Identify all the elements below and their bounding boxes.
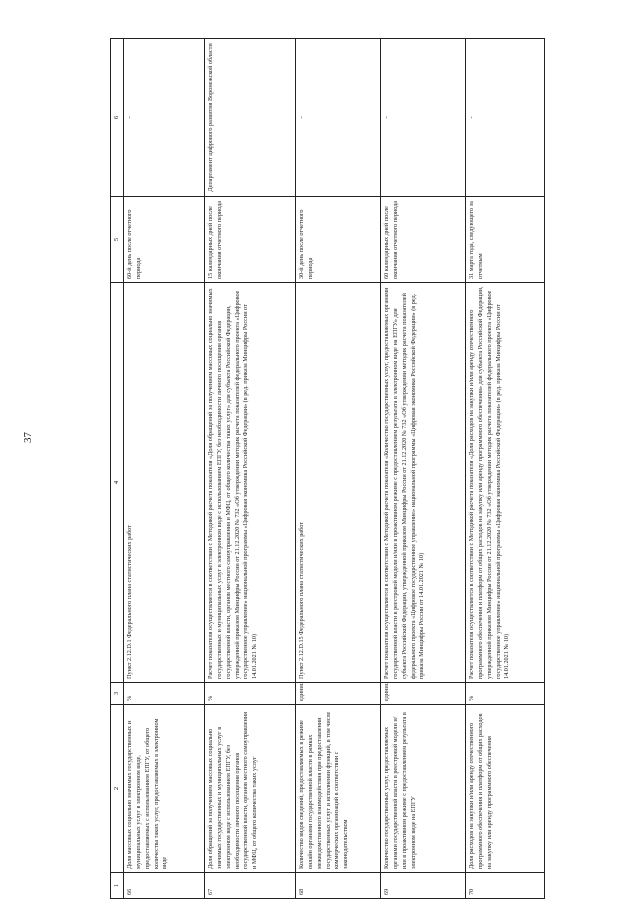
column-header: 1 [111, 873, 124, 899]
header-row [111, 39, 124, 899]
calculation-method: Пункт 2.12.D.1 Федерального плана статистических работ [123, 283, 204, 683]
row-number: 70 [465, 873, 544, 899]
reporting-period: 31 марта года, следующего за отчетным [465, 197, 544, 283]
indicator-name: Доля расходов на закупки и/или аренду отечественного программного обеспечения и платформ от общих расходов на закупку или аренду программного обеспечения [465, 705, 544, 873]
column-header: 4 [111, 283, 124, 683]
indicator-name: Количество государственных услуг, предоставляемых органами государственной власти в реестровой модели и/или в проактивном режиме с предоставлением результата в электронном виде на ЕПГУ [380, 705, 465, 873]
rotated-table-container [110, 39, 530, 899]
table-row [204, 39, 295, 899]
column-header: 2 [111, 705, 124, 873]
row-number: 69 [380, 873, 465, 899]
responsible: - [123, 39, 204, 197]
table-row [295, 39, 380, 899]
calculation-method: Расчет показателя осуществляется в соответствии с Методикой расчета показателя «Доля расходов на закупки и/или аренду отечественного программного обеспечения и платформ от общих расходов на закупку или аренду программного обеспечения» для субъекта Российской Федерации, утвержденной приказом Минцифры России от 21.12.2020 № 732 «Об утверждении методик расчета показателей федерального проекта «Цифровое государственное управление» национальной программы «Цифровая экономика Российской Федерации» (в ред. приказа Минцифры России от 14.01.2021 № 10) [465, 283, 544, 683]
row-number: 68 [295, 873, 380, 899]
responsible: Департамент цифрового развития Воронежской области [204, 39, 295, 197]
responsible: - [380, 39, 465, 197]
calculation-method: Расчет показателя осуществляется в соответствии с Методикой расчета показателя «Доля обращений за получением массовых социально значимых государственных и муниципальных услуг в электронном виде с использованием ЕПГУ, без необходимости личного посещения органов государственной власти, органов местного самоуправления и МФЦ, от общего количества таких услуг» для субъекта Российской Федерации, утвержденной приказом Минцифры России от 21.12.2020 № 732 «Об утверждении методик расчета показателей федерального проекта «Цифровое государственное управление» национальной программы «Цифровая экономика Российской Федерации» (в ред. приказа Минцифры России от 14.01.2021 № 10) [204, 283, 295, 683]
unit: % [204, 683, 295, 705]
unit: % [465, 683, 544, 705]
indicator-name: Доля массовых социально значимых государственных и муниципальных услуг в электронном виде, предоставляемых с использованием ЕПГУ, от общего количества таких услуг, предоставляемых в электронном виде [123, 705, 204, 873]
page-number: 37 [22, 432, 34, 443]
reporting-period: 60-й день после отчетного периода [123, 197, 204, 283]
reporting-period: 30-й день после отчетного периода [295, 197, 380, 283]
table-row [465, 39, 544, 899]
reporting-period: 60 календарных дней после окончания отчетного периода [380, 197, 465, 283]
table-row [123, 39, 204, 899]
unit: единиц [295, 683, 380, 705]
indicators-table [110, 38, 545, 899]
row-number: 66 [123, 873, 204, 899]
column-header: 5 [111, 197, 124, 283]
table-row [380, 39, 465, 899]
column-header: 6 [111, 39, 124, 197]
reporting-period: 15 календарных дней после окончания отчетного периода [204, 197, 295, 283]
row-number: 67 [204, 873, 295, 899]
indicator-name: Количество видов сведений, предоставляемых в режиме онлайн органами государственной власти в рамках межведомственного взаимодействия при предоставлении государственных услуг и исполнении функций, в том числе коммерческих организаций в соответствии с законодательством [295, 705, 380, 873]
calculation-method: Пункт 2.12.D.15 Федерального плана статистических работ [295, 283, 380, 683]
unit: % [123, 683, 204, 705]
calculation-method: Расчет показателя осуществляется в соответствии с Методикой расчета показателя «Количество государственных услуг, предоставляемых органами государственной власти в реестровой модели и/или в проактивном режиме с предоставлением результата в электронном виде на ЕПГУ» для субъекта Российской Федерации, утвержденной приказом Минцифры России от 21.12.2020 № 732 «Об утверждении методик расчета показателей федерального проекта «Цифровое государственное управление» национальной программы «Цифровая экономика Российской Федерации» (в ред. приказа Минцифры России от 14.01.2021 № 10) [380, 283, 465, 683]
column-header: 3 [111, 683, 124, 705]
unit: единиц [380, 683, 465, 705]
indicator-name: Доля обращений за получением массовых социально значимых государственных и муниципальных услуг в электронном виде с использованием ЕПГУ, без необходимости личного посещения органов государственной власти, органов местного самоуправления и МФЦ, от общего количества таких услуг [204, 705, 295, 873]
responsible: - [295, 39, 380, 197]
responsible: - [465, 39, 544, 197]
